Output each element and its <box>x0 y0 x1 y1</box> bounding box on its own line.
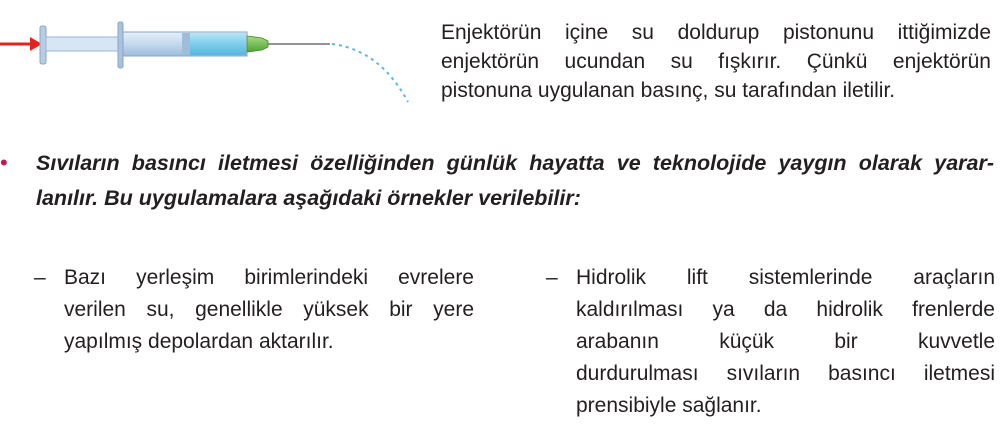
barrel-flange <box>118 22 123 68</box>
description-line: enjektörün ucundan su fışkırır. Çünkü enjektörün <box>441 50 991 73</box>
example-line: prensibiyle sağlanır. <box>576 394 762 417</box>
main-statement <box>36 146 994 216</box>
example-item <box>546 262 996 432</box>
example-item <box>34 262 474 372</box>
example-text <box>576 262 995 422</box>
dash-marker: – <box>546 266 558 289</box>
water-spray <box>332 44 408 102</box>
description-line: pistonuna uygulanan basınç, su tarafından iletilir. <box>441 79 896 102</box>
syringe-illustration <box>0 0 420 110</box>
example-text <box>64 262 474 358</box>
syringe-description <box>441 18 991 105</box>
example-line: Bazı yerleşim birimlerindeki evrelere <box>64 266 474 289</box>
example-line: kaldırılması ya da hidrolik frenlerde <box>576 298 995 321</box>
plunger-stopper <box>182 33 190 55</box>
example-line: verilen su, genellikle yüksek bir yere <box>64 298 474 321</box>
statement-line: Sıvıların basıncı iletmesi özelliğinden günlük hayatta ve teknolojide yaygın olarak yarar- <box>36 151 994 175</box>
bullet-point: • <box>0 150 8 175</box>
push-arrow-icon <box>0 37 42 51</box>
example-line: yapılmış depolardan aktarılır. <box>64 330 334 353</box>
water-in-barrel <box>190 33 246 55</box>
plunger-rod <box>46 37 122 51</box>
needle-hub <box>247 36 268 52</box>
example-line: durdurulması sıvıların basıncı iletmesi <box>576 362 995 385</box>
statement-line: lanılır. Bu uygulamalara aşağıdaki örnekler verilebilir: <box>36 186 581 210</box>
example-line: Hidrolik lift sistemlerinde araçların <box>576 266 995 289</box>
dash-marker: – <box>34 266 46 289</box>
plunger-head <box>40 26 46 64</box>
example-line: arabanın küçük bir kuvvetle <box>576 330 995 353</box>
description-line: Enjektörün içine su doldurup pistonunu ittiğimizde <box>441 21 991 44</box>
